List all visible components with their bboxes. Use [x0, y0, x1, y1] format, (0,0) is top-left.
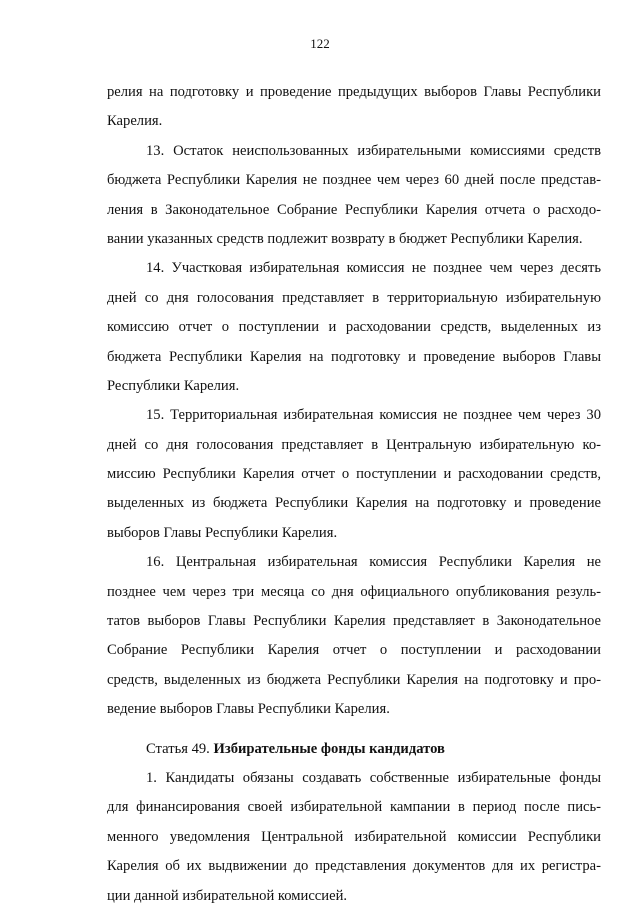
document-body	[107, 78, 601, 911]
text-line: 15. Территориальная избирательная комиссия не позднее чем через 30	[146, 407, 601, 424]
text-line: выделенных из бюджета Республики Карелия на подготовку и проведение	[107, 495, 601, 512]
text-line: татов выборов Главы Республики Карелия представляет в Законодательное	[107, 613, 601, 630]
text-line: Собрание Республики Карелия отчет о поступлении и расходовании	[107, 642, 601, 659]
paragraph	[107, 764, 601, 911]
paragraphs-top	[107, 78, 601, 725]
text-line: дней со дня голосования представляет в Центральную избирательную ко-	[107, 436, 601, 453]
article-title: Избирательные фонды кандидатов	[213, 740, 445, 757]
article-heading	[107, 735, 601, 764]
article-number: Статья 49.	[146, 740, 214, 757]
text-line: позднее чем через три месяца со дня официального опубликования резуль-	[107, 583, 601, 600]
text-line: Карелия.	[107, 113, 163, 130]
text-line: выборов Главы Республики Карелия.	[107, 524, 338, 541]
text-line: ции данной избирательной комиссией.	[107, 887, 348, 904]
text-line: 13. Остаток неиспользованных избирательными комиссиями средств	[146, 142, 601, 159]
text-line: 1. Кандидаты обязаны создавать собственные избирательные фонды	[146, 769, 601, 786]
paragraph	[107, 401, 601, 548]
text-line: комиссию отчет о поступлении и расходовании средств, выделенных из	[107, 319, 601, 336]
text-line: Республики Карелия.	[107, 377, 240, 394]
text-line: ведение выборов Главы Республики Карелия.	[107, 701, 390, 718]
text-line: средств, выделенных из бюджета Республики Карелия на подготовку и про-	[107, 671, 601, 688]
text-line: бюджета Республики Карелия не позднее чем через 60 дней после представ-	[107, 172, 601, 189]
text-line: 14. Участковая избирательная комиссия не позднее чем через десять	[146, 260, 601, 277]
text-line: ления в Законодательное Собрание Республики Карелия отчета о расходо-	[107, 201, 601, 218]
text-line: бюджета Республики Карелия на подготовку и проведение выборов Главы	[107, 348, 601, 365]
section-gap	[107, 725, 601, 735]
text-line: релия на подготовку и проведение предыдущих выборов Главы Республики	[107, 84, 601, 100]
text-line: вании указанных средств подлежит возврату в бюджет Республики Карелия.	[107, 230, 583, 247]
paragraph	[107, 78, 601, 137]
paragraphs-article	[107, 764, 601, 911]
paragraph	[107, 137, 601, 255]
page-number: 122	[310, 36, 330, 51]
paragraph	[107, 254, 601, 401]
text-line: менного уведомления Центральной избирательной комиссии Республики	[107, 828, 601, 845]
text-line: дней со дня голосования представляет в территориальную избирательную	[107, 289, 601, 306]
text-line: для финансирования своей избирательной кампании в период после пись-	[107, 799, 601, 816]
text-line: миссию Республики Карелия отчет о поступлении и расходовании средств,	[107, 466, 601, 483]
paragraph	[107, 548, 601, 724]
text-line: Карелия об их выдвижении до представления документов для их регистра-	[107, 858, 601, 875]
text-line: 16. Центральная избирательная комиссия Республики Карелия не	[146, 554, 601, 571]
